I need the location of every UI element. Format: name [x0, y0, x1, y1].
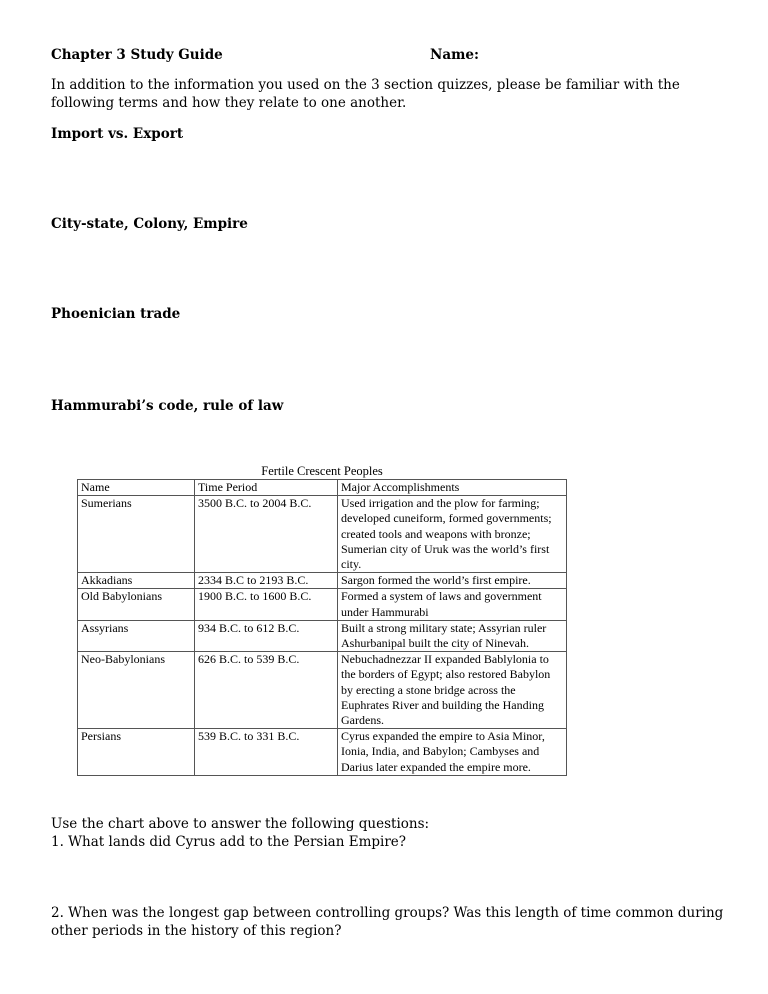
name-label: Name: — [430, 47, 479, 63]
column-header-time-period: Time Period — [195, 480, 338, 496]
cell-name: Sumerians — [78, 496, 195, 573]
cell-time: 539 B.C. to 331 B.C. — [195, 729, 338, 776]
cell-accomplishments: Used irrigation and the plow for farming; developed cuneiform, formed governments; created tools and weapons with bronze; Sumerian city of Uruk was the world’s first city. — [338, 496, 567, 573]
document-title: Chapter 3 Study Guide — [51, 47, 223, 63]
term-heading: Phoenician trade — [51, 306, 181, 322]
table-row — [78, 573, 567, 589]
cell-time: 3500 B.C. to 2004 B.C. — [195, 496, 338, 573]
questions-intro: Use the chart above to answer the following questions: — [51, 816, 430, 832]
cell-name: Neo-Babylonians — [78, 652, 195, 729]
cell-accomplishments: Nebuchadnezzar II expanded Bablylonia to the borders of Egypt; also restored Babylon by erecting a stone bridge across the Euphrates River and building the Handing Gardens. — [338, 652, 567, 729]
fertile-crescent-chart — [77, 464, 567, 776]
table-row — [78, 729, 567, 776]
cell-name: Assyrians — [78, 620, 195, 651]
question-1: 1. What lands did Cyrus add to the Persian Empire? — [51, 834, 407, 850]
cell-accomplishments: Cyrus expanded the empire to Asia Minor, Ionia, India, and Babylon; Cambyses and Darius later expanded the empire more. — [338, 729, 567, 776]
term-heading: City-state, Colony, Empire — [51, 216, 248, 232]
cell-accomplishments: Sargon formed the world’s first empire. — [338, 573, 567, 589]
table-row — [78, 496, 567, 573]
cell-time: 934 B.C. to 612 B.C. — [195, 620, 338, 651]
intro-paragraph: In addition to the information you used on the 3 section quizzes, please be familiar with the following terms and how they relate to one another. — [51, 77, 680, 111]
term-heading: Hammurabi’s code, rule of law — [51, 398, 284, 414]
cell-time: 1900 B.C. to 1600 B.C. — [195, 589, 338, 620]
cell-name: Persians — [78, 729, 195, 776]
term-heading: Import vs. Export — [51, 126, 184, 142]
cell-time: 626 B.C. to 539 B.C. — [195, 652, 338, 729]
table-row — [78, 620, 567, 651]
cell-name: Old Babylonians — [78, 589, 195, 620]
cell-accomplishments: Formed a system of laws and government under Hammurabi — [338, 589, 567, 620]
cell-name: Akkadians — [78, 573, 195, 589]
peoples-table — [77, 479, 567, 776]
chart-title: Fertile Crescent Peoples — [261, 464, 383, 478]
column-header-accomplishments: Major Accomplishments — [338, 480, 567, 496]
question-2: 2. When was the longest gap between controlling groups? Was this length of time common during other periods in the history of this region? — [51, 905, 724, 939]
cell-accomplishments: Built a strong military state; Assyrian ruler Ashurbanipal built the city of Ninevah. — [338, 620, 567, 651]
table-row — [78, 652, 567, 729]
table-header-row — [78, 480, 567, 496]
cell-time: 2334 B.C to 2193 B.C. — [195, 573, 338, 589]
column-header-name: Name — [78, 480, 195, 496]
table-row — [78, 589, 567, 620]
